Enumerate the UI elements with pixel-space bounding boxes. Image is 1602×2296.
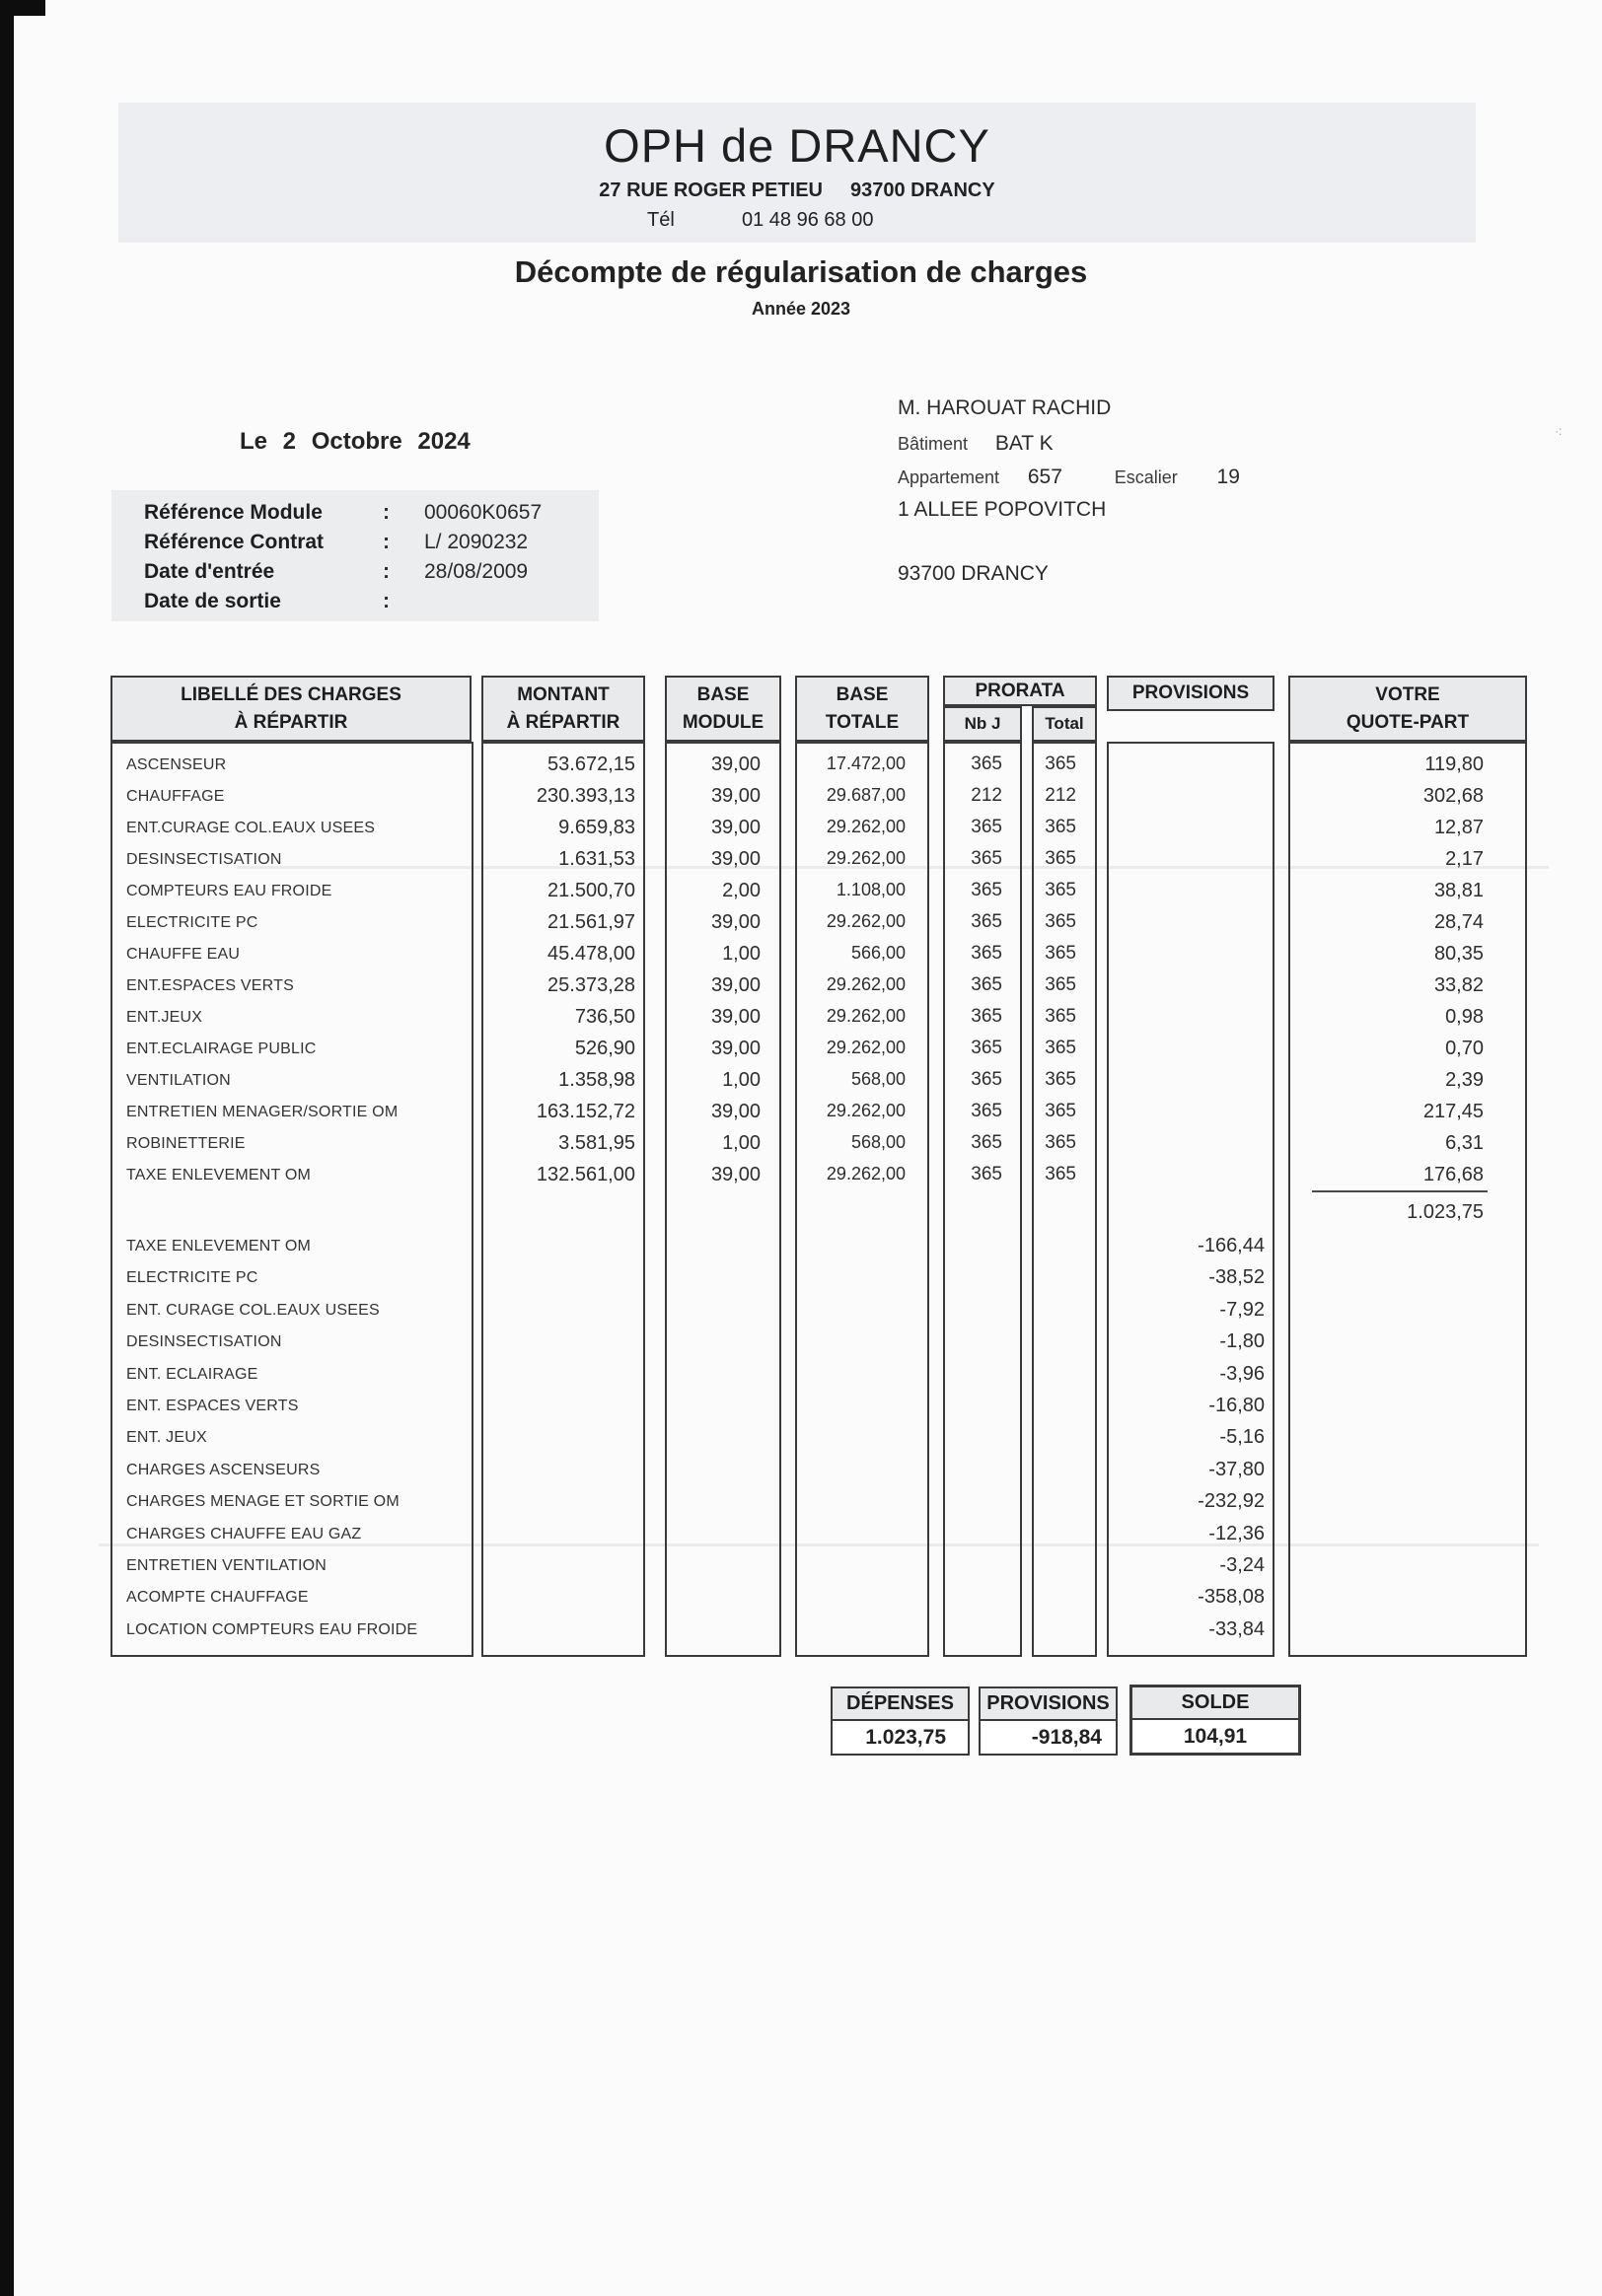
column-quote-part	[1288, 742, 1527, 1657]
charge-row-label: VENTILATION	[126, 1072, 231, 1089]
charge-row-total: 365	[1045, 943, 1076, 964]
provision-row-label: ENT. ECLAIRAGE	[126, 1365, 258, 1383]
header-quote-part	[1288, 676, 1527, 742]
provision-row-value: -358,08	[1198, 1586, 1265, 1609]
charge-row-total: 365	[1045, 1101, 1076, 1121]
reference-row	[111, 501, 599, 531]
charge-row-label: TAXE ENLEVEMENT OM	[126, 1167, 312, 1184]
charge-row-totale: 568,00	[850, 1132, 906, 1152]
charge-row-totale: 29.687,00	[826, 785, 906, 805]
header-module-line2: MODULE	[682, 711, 765, 733]
charge-row-nbj: 365	[971, 1132, 1002, 1153]
charge-row-nbj: 365	[971, 1101, 1002, 1121]
summary-solde-box	[1129, 1685, 1301, 1756]
charge-row-montant: 21.561,97	[547, 911, 635, 933]
charge-row-module: 39,00	[710, 848, 761, 870]
organization-address	[118, 179, 1476, 202]
charge-row-quotepart: 0,70	[1445, 1038, 1484, 1059]
provision-row-value: -38,52	[1208, 1266, 1265, 1289]
provision-row-value: -232,92	[1198, 1490, 1265, 1513]
charge-row-total: 365	[1045, 753, 1076, 774]
charge-row-label: ENTRETIEN MENAGER/SORTIE OM	[126, 1104, 399, 1120]
header-provisions	[1107, 676, 1274, 711]
charge-row-quotepart: 217,45	[1422, 1101, 1484, 1122]
charge-row-label: ROBINETTERIE	[126, 1135, 246, 1152]
header-total-label: Total	[1045, 713, 1084, 733]
reference-label: Référence Contrat	[144, 531, 325, 553]
charge-row-module: 39,00	[710, 1101, 761, 1122]
phone-label: Tél	[647, 209, 675, 231]
header-totale-line2: TOTALE	[825, 711, 900, 733]
organization-address-street: 27 RUE ROGER PETIEU	[599, 179, 823, 201]
charge-row-label: ASCENSEUR	[126, 756, 227, 773]
header-prorata-label: PRORATA	[975, 680, 1065, 701]
column-provisions	[1107, 742, 1274, 1657]
apartment-value: 657	[1027, 466, 1062, 488]
charge-row-module: 1,00	[722, 943, 761, 965]
charge-row-total: 365	[1045, 911, 1076, 932]
charge-row-module: 39,00	[710, 1164, 761, 1185]
reference-label: Référence Module	[144, 501, 323, 524]
charge-row-quotepart: 2,39	[1445, 1069, 1484, 1091]
header-prorata	[943, 676, 1097, 706]
scan-speck-artifact: ·:	[1555, 424, 1563, 438]
summary-depenses-label: DÉPENSES	[833, 1688, 968, 1721]
reference-colon: :	[383, 590, 390, 612]
organization-address-city: 93700 DRANCY	[849, 179, 995, 201]
charge-row-module: 1,00	[722, 1069, 761, 1091]
header-module-line1: BASE	[696, 683, 750, 705]
charge-row-total: 365	[1045, 974, 1076, 995]
header-prorata-nbj	[943, 706, 1022, 742]
provision-row-value: -5,16	[1219, 1426, 1265, 1449]
header-prorata-total	[1032, 706, 1097, 742]
charge-row-total: 365	[1045, 1132, 1076, 1153]
charge-row-total: 365	[1045, 848, 1076, 869]
summary-solde-value: 104,91	[1183, 1724, 1248, 1748]
provision-row-label: CHARGES MENAGE ET SORTIE OM	[126, 1493, 400, 1511]
charge-row-montant: 736,50	[574, 1006, 635, 1028]
charge-row-nbj: 365	[971, 1069, 1002, 1090]
charge-row-module: 1,00	[722, 1132, 761, 1154]
header-nbj-label: Nb J	[964, 713, 1001, 733]
provision-row-value: -12,36	[1208, 1522, 1265, 1544]
charge-row-quotepart: 176,68	[1422, 1164, 1484, 1185]
charge-row-quotepart: 0,98	[1445, 1006, 1484, 1028]
charge-row-totale: 566,00	[850, 943, 906, 963]
charge-row-total: 365	[1045, 1069, 1076, 1090]
charge-row-module: 39,00	[710, 911, 761, 933]
scan-edge-artifact	[0, 0, 14, 2296]
provision-row-label: LOCATION COMPTEURS EAU FROIDE	[126, 1620, 418, 1638]
document-title: Décompte de régularisation de charges	[514, 254, 1088, 289]
summary-provisions-label: PROVISIONS	[981, 1688, 1116, 1721]
charge-row-total: 365	[1045, 880, 1076, 900]
charge-row-label: ENT.CURAGE COL.EAUX USEES	[126, 820, 376, 836]
charge-row-nbj: 365	[971, 1038, 1002, 1058]
reference-value: 00060K0657	[424, 501, 543, 524]
reference-row	[111, 531, 599, 560]
header-provisions-label: PROVISIONS	[1131, 682, 1250, 704]
charge-row-label: CHAUFFE EAU	[126, 946, 241, 963]
charge-row-nbj: 365	[971, 817, 1002, 837]
provision-row-label: ENT. ESPACES VERTS	[126, 1398, 299, 1414]
provision-row-label: CHARGES CHAUFFE EAU GAZ	[126, 1525, 362, 1543]
provision-row-value: -166,44	[1198, 1235, 1265, 1256]
header-montant-line1: MONTANT	[517, 683, 610, 705]
charge-row-totale: 29.262,00	[826, 1006, 906, 1026]
reference-row	[111, 590, 599, 619]
header-libelle-line1: LIBELLÉ DES CHARGES	[181, 683, 401, 705]
provision-row-value: -3,96	[1219, 1362, 1265, 1385]
building-value: BAT K	[994, 432, 1054, 455]
recipient-apartment-line	[898, 466, 1240, 489]
charge-row-total: 365	[1045, 1164, 1076, 1184]
charge-row-montant: 230.393,13	[536, 785, 635, 807]
reference-label: Date d'entrée	[144, 560, 275, 583]
charge-row-totale: 29.262,00	[826, 817, 906, 836]
provision-row-value: -16,80	[1208, 1395, 1265, 1416]
reference-label: Date de sortie	[144, 590, 281, 612]
apartment-label: Appartement	[898, 467, 1000, 487]
building-label: Bâtiment	[898, 434, 969, 454]
charge-row-nbj: 365	[971, 1164, 1002, 1184]
charge-row-nbj: 365	[971, 1006, 1002, 1027]
provision-row-label: TAXE ENLEVEMENT OM	[126, 1238, 312, 1255]
reference-colon: :	[383, 560, 390, 583]
charge-row-label: ENT.ESPACES VERTS	[126, 977, 294, 994]
charge-row-totale: 29.262,00	[826, 1038, 906, 1057]
charge-row-total: 365	[1045, 1038, 1076, 1058]
reference-box	[111, 490, 599, 621]
recipient-city: 93700 DRANCY	[898, 562, 1049, 585]
charge-row-montant: 1.631,53	[558, 848, 635, 870]
charge-row-montant: 53.672,15	[547, 753, 635, 775]
charge-row-totale: 29.262,00	[826, 1164, 906, 1184]
charge-row-quotepart: 80,35	[1433, 943, 1484, 965]
provision-row-value: -37,80	[1208, 1458, 1265, 1480]
charge-row-total: 365	[1045, 1006, 1076, 1027]
charge-row-totale: 17.472,00	[826, 753, 906, 773]
header-montant	[481, 676, 645, 742]
charge-row-montant: 21.500,70	[547, 880, 635, 901]
charge-row-quotepart: 33,82	[1433, 974, 1484, 996]
provision-row-value: -3,24	[1219, 1554, 1265, 1576]
header-base-totale	[795, 676, 929, 742]
summary-provisions-box	[979, 1686, 1118, 1756]
provision-row-label: ENTRETIEN VENTILATION	[126, 1557, 328, 1574]
header-totale-line1: BASE	[836, 683, 889, 705]
reference-value: L/ 2090232	[424, 531, 529, 553]
charge-row-module: 2,00	[722, 880, 761, 901]
charge-row-totale: 1.108,00	[836, 880, 906, 899]
header-quotepart-line2: QUOTE-PART	[1346, 711, 1470, 733]
header-banner	[118, 103, 1476, 243]
charge-row-total: 365	[1045, 817, 1076, 837]
reference-row	[111, 560, 599, 590]
stair-value: 19	[1216, 466, 1240, 488]
charge-row-totale: 29.262,00	[826, 848, 906, 868]
charge-row-module: 39,00	[710, 1006, 761, 1028]
header-quotepart-line1: VOTRE	[1375, 683, 1440, 705]
document-subtitle: Année 2023	[751, 299, 851, 319]
reference-colon: :	[383, 501, 390, 524]
provision-row-label: ENT. JEUX	[126, 1429, 207, 1447]
charge-row-montant: 45.478,00	[547, 943, 635, 965]
charge-row-totale: 29.262,00	[826, 974, 906, 994]
recipient-street: 1 ALLEE POPOVITCH	[898, 498, 1107, 521]
charge-row-module: 39,00	[710, 974, 761, 996]
charge-row-quotepart: 38,81	[1433, 880, 1484, 901]
charge-row-quotepart: 28,74	[1433, 911, 1484, 933]
charge-row-label: CHAUFFAGE	[126, 788, 225, 805]
charge-row-nbj: 365	[971, 753, 1002, 774]
recipient-name: M. HAROUAT RACHID	[898, 396, 1112, 419]
provision-row-label: DESINSECTISATION	[126, 1333, 282, 1351]
stair-label: Escalier	[1114, 467, 1178, 487]
charge-row-montant: 163.152,72	[536, 1101, 635, 1122]
header-libelle	[110, 676, 472, 742]
charge-row-label: COMPTEURS EAU FROIDE	[126, 883, 332, 899]
header-libelle-line2: À RÉPARTIR	[234, 711, 348, 733]
charge-row-label: DESINSECTISATION	[126, 851, 282, 868]
charge-row-totale: 29.262,00	[826, 911, 906, 931]
charge-row-quotepart: 12,87	[1433, 817, 1484, 838]
reference-value: 28/08/2009	[424, 560, 529, 583]
header-base-module	[665, 676, 781, 742]
charge-row-montant: 132.561,00	[536, 1164, 635, 1185]
charge-row-nbj: 365	[971, 974, 1002, 995]
charge-row-nbj: 365	[971, 880, 1002, 900]
charge-row-quotepart: 2,17	[1445, 848, 1484, 870]
reference-colon: :	[383, 531, 390, 553]
charge-row-montant: 9.659,83	[558, 817, 635, 838]
column-libelle	[110, 742, 473, 1657]
charge-row-module: 39,00	[710, 785, 761, 807]
summary-depenses-box	[831, 1686, 970, 1756]
summary-provisions-value: -918,84	[1031, 1725, 1102, 1749]
scan-corner-artifact	[0, 0, 45, 16]
charge-row-quotepart: 6,31	[1445, 1132, 1484, 1154]
summary-depenses-value: 1.023,75	[865, 1725, 946, 1749]
charge-row-montant: 526,90	[574, 1038, 635, 1059]
provision-row-value: -7,92	[1219, 1298, 1265, 1321]
provision-row-label: CHARGES ASCENSEURS	[126, 1461, 321, 1478]
charge-row-label: ELECTRICITE PC	[126, 914, 258, 931]
charge-row-label: ENT.JEUX	[126, 1009, 203, 1026]
charge-row-nbj: 365	[971, 848, 1002, 869]
charge-row-module: 39,00	[710, 1038, 761, 1059]
charge-row-nbj: 365	[971, 943, 1002, 964]
phone-number: 01 48 96 68 00	[742, 209, 874, 231]
document-date: Le 2 Octobre 2024	[240, 428, 471, 455]
recipient-building-line	[898, 432, 1054, 456]
header-montant-line2: À RÉPARTIR	[506, 711, 620, 733]
charge-row-nbj: 212	[971, 785, 1002, 806]
organization-name: OPH de DRANCY	[604, 119, 990, 172]
charge-row-nbj: 365	[971, 911, 1002, 932]
charge-row-montant: 1.358,98	[558, 1069, 635, 1091]
charge-row-label: ENT.ECLAIRAGE PUBLIC	[126, 1040, 317, 1057]
charge-row-montant: 25.373,28	[547, 974, 635, 996]
quotepart-subtotal: 1.023,75	[1407, 1201, 1484, 1223]
charge-row-montant: 3.581,95	[558, 1132, 635, 1154]
charge-row-module: 39,00	[710, 753, 761, 775]
charge-row-quotepart: 302,68	[1422, 785, 1484, 807]
provision-row-label: ACOMPTE CHAUFFAGE	[126, 1589, 309, 1607]
charge-row-totale: 29.262,00	[826, 1101, 906, 1120]
quotepart-subtotal-rule	[1312, 1190, 1488, 1192]
charge-row-quotepart: 119,80	[1424, 753, 1484, 775]
provision-row-value: -33,84	[1208, 1617, 1265, 1640]
provision-row-label: ENT. CURAGE COL.EAUX USEES	[126, 1301, 380, 1319]
charge-row-module: 39,00	[710, 817, 761, 838]
charge-row-totale: 568,00	[850, 1069, 906, 1089]
provision-row-value: -1,80	[1219, 1330, 1265, 1353]
provision-row-label: ELECTRICITE PC	[126, 1269, 258, 1287]
charge-row-total: 212	[1045, 785, 1076, 806]
summary-solde-label: SOLDE	[1132, 1687, 1298, 1720]
